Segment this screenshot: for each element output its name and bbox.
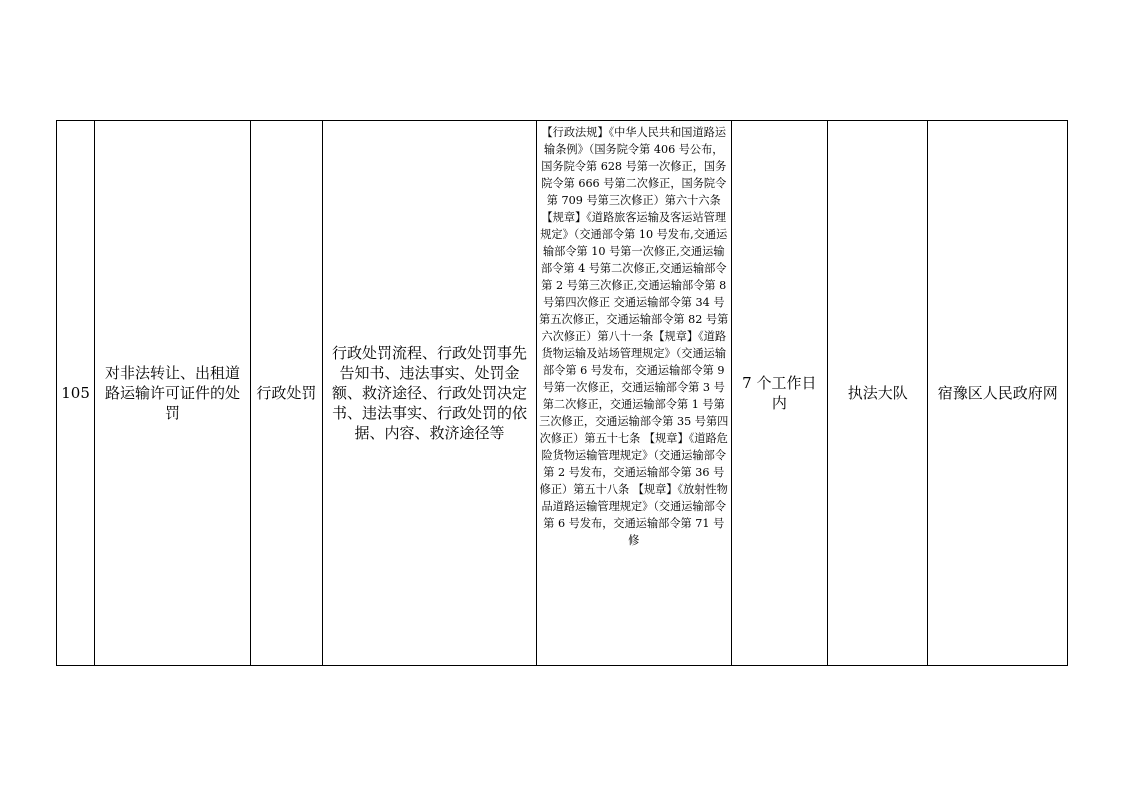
legal-basis-text: 【行政法规】《中华人民共和国道路运输条例》（国务院令第 406 号公布，国务院令第 628 号第一次修正，国务院令第 666 号第二次修正，国务院令第 709 号第三次修正）第六十六条【规章】《道路旅客运输及客运站管理规定》（交通部令第 10 号发布,交通运输部令第 10 号第一次修正,交通运输部令第 4 号第二次修正,交通运输部令第 2 号第三次修正,交通运输部令第 8 号第四次修正 交通运输部令第 34 号第五次修正，交通运输部令第 82 号第六次修正）第八十一条【规章】《道路货物运输及站场管理规定》（交通运输部令第 6 号发布，交通运输部令第 9 号第一次修正，交通运输部令第 3 号第二次修正，交通运输部令第 1 号第三次修正，交通运输部令第 35 号第四次修正）第五十七条 【规章】《道路危险货物运输管理规定》（交通运输部令第 2 号发布，交通运输部令第 36 号修正）第五十八条 【规章】《放射性物品道路运输管理规定》（交通运输部令第 6 号发布，交通运输部令第 71 号修 [539,126,729,547]
disclosure-table [56,120,1068,666]
row-number: 105 [57,121,95,666]
table-row [57,121,1068,666]
disclosure-channel: 宿豫区人民政府网 [928,121,1068,666]
time-limit: 7 个工作日内 [731,121,827,666]
item-name: 对非法转让、出租道路运输许可证件的处罚 [95,121,251,666]
item-category: 行政处罚 [250,121,322,666]
disclosure-content: 行政处罚流程、行政处罚事先告知书、违法事实、处罚金额、救济途径、行政处罚决定书、违法事实、行政处罚的依据、内容、救济途径等 [323,121,537,666]
responsible-subject: 执法大队 [828,121,928,666]
legal-basis-cell [536,121,731,666]
